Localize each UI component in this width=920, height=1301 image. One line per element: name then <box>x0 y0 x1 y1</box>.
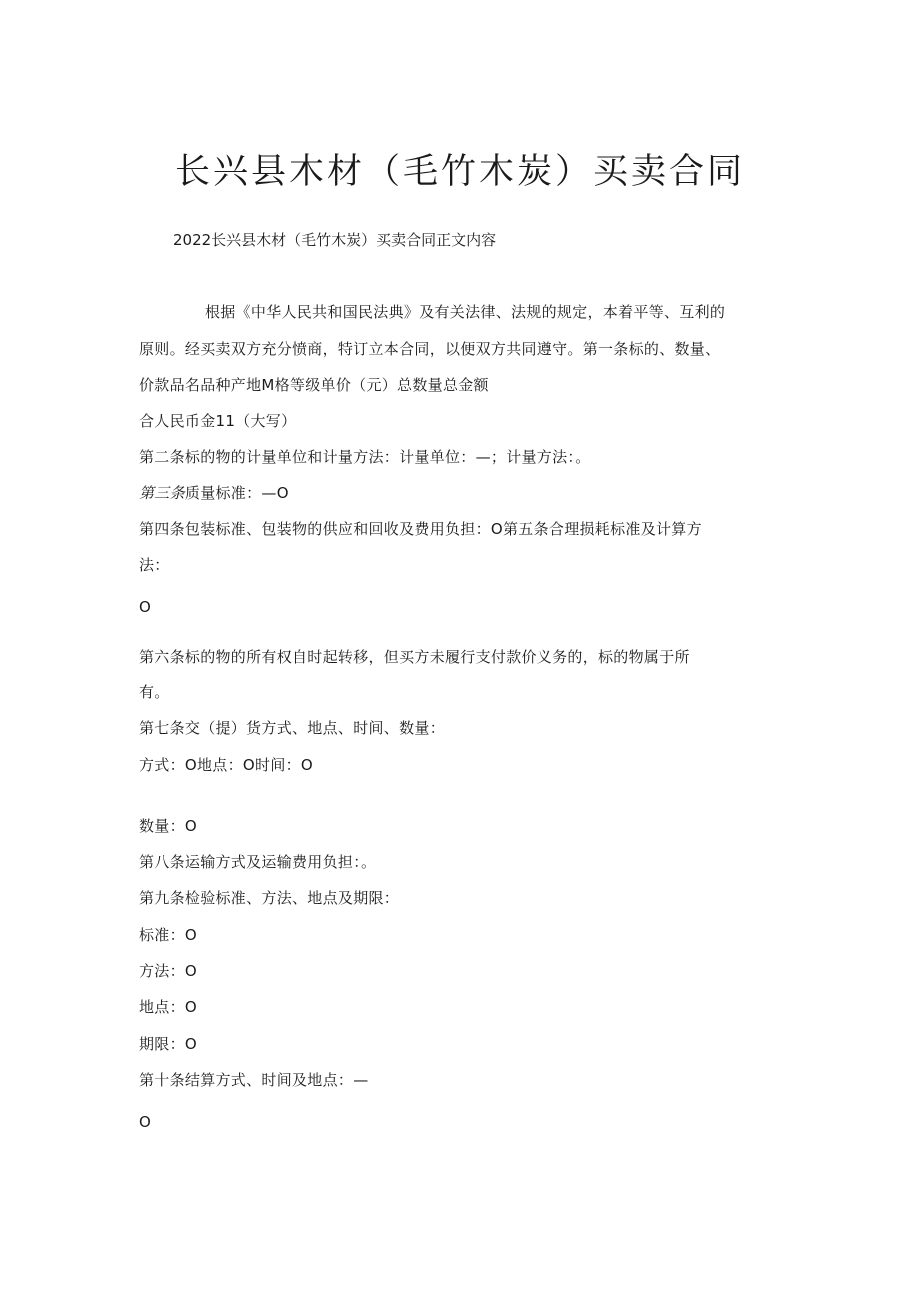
article-9: 第九条检验标准、方法、地点及期限： <box>139 889 400 907</box>
article-10-value: O <box>139 1113 152 1131</box>
article-9-period: 期限：O <box>139 1035 198 1053</box>
article-8: 第八条运输方式及运输费用负担：。 <box>139 853 377 871</box>
article-3 <box>139 482 289 504</box>
article-3-text: 质量标准：—O <box>184 484 289 502</box>
article-7: 第七条交（提）货方式、地点、时间、数量： <box>139 719 446 737</box>
article-6-continued: 有。 <box>139 683 170 701</box>
article-2: 第二条标的物的计量单位和计量方法：计量单位：—；计量方法：。 <box>139 448 591 466</box>
article-9-standard: 标准：O <box>139 926 198 944</box>
article-4: 第四条包装标准、包装物的供应和回收及费用负担：O第五条合理损耗标准及计算方 <box>139 520 702 538</box>
paragraph-line: 原则。经买卖双方充分愤商，特订立本合同，以便双方共同遵守。第一条标的、数量、 <box>139 340 721 358</box>
article-7-details: 方式：O地点：O时间：O <box>139 756 314 774</box>
article-7-quantity: 数量：O <box>139 817 198 835</box>
article-3-label: 第三条 <box>139 484 185 502</box>
article-10: 第十条结算方式、时间及地点：— <box>139 1071 369 1089</box>
document-title: 长兴县木材（毛竹木炭）买卖合同 <box>174 152 745 192</box>
paragraph-line: 根据《中华人民共和国民法典》及有关法律、法规的规定，本着平等、互利的 <box>205 303 726 321</box>
article-6: 第六条标的物的所有权自时起转移，但买方未履行支付款价义务的，标的物属于所 <box>139 648 690 666</box>
article-5-continued: 法： <box>139 556 170 574</box>
article-9-method: 方法：O <box>139 962 198 980</box>
paragraph-line: 合人民币金11（大写） <box>139 412 297 430</box>
article-9-place: 地点：O <box>139 998 198 1016</box>
blank-value: O <box>139 598 152 616</box>
document-subtitle: 2022长兴县木材（毛竹木炭）买卖合同正文内容 <box>173 231 497 249</box>
paragraph-line: 价款品名品种产地M格等级单价（元）总数量总金额 <box>139 376 489 394</box>
